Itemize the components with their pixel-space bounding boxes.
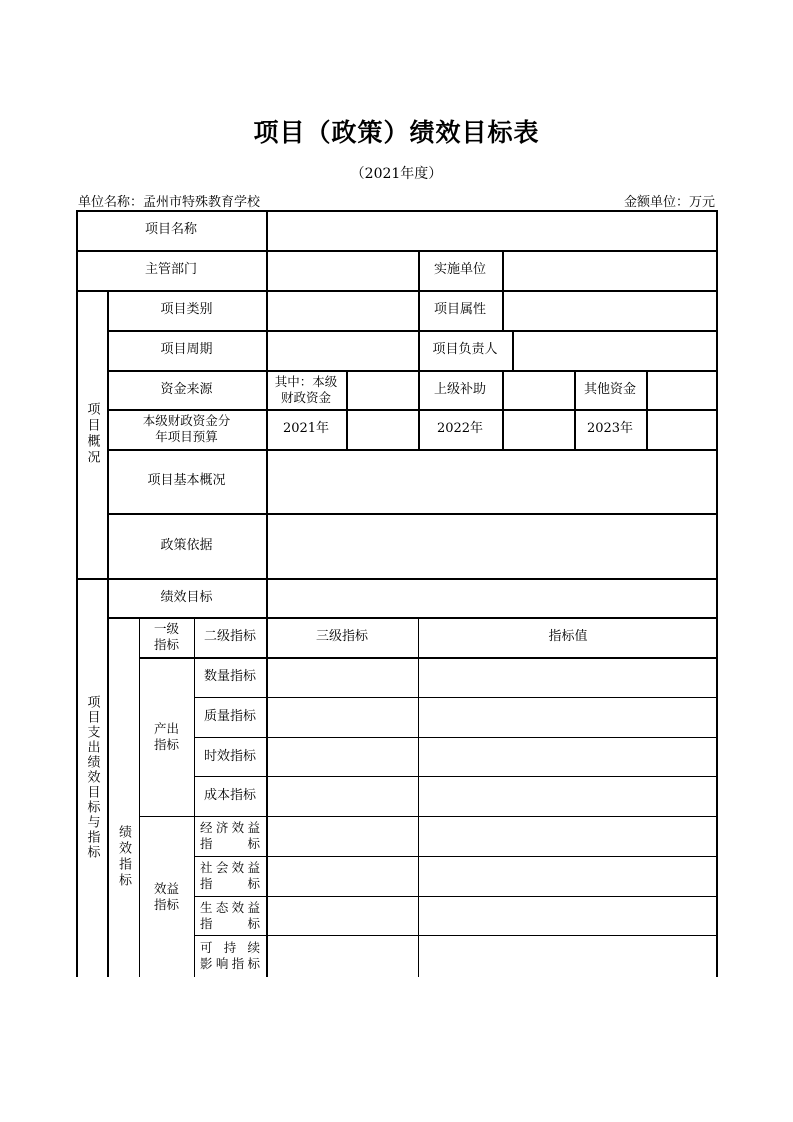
category-label: 项目类别 bbox=[160, 302, 213, 317]
perf-goal-field[interactable] bbox=[266, 578, 718, 617]
indicator-value-header: 指标值 bbox=[548, 629, 588, 644]
social-value-field[interactable] bbox=[418, 856, 718, 896]
quantity-level3-field[interactable] bbox=[266, 657, 418, 697]
social-benefit-label: 社会效益 指 标 bbox=[200, 860, 260, 891]
dept-field[interactable] bbox=[266, 250, 418, 290]
impl-unit-field[interactable] bbox=[502, 250, 718, 290]
overview-section-label: 项目概况 bbox=[84, 402, 100, 466]
timeliness-indicator-label: 时效指标 bbox=[203, 748, 256, 764]
fiscal-year: （2021年度） bbox=[350, 166, 443, 182]
quality-indicator-label: 质量指标 bbox=[203, 709, 256, 724]
econ-benefit-label: 经济效益 指 标 bbox=[200, 820, 260, 851]
cost-level3-field[interactable] bbox=[266, 776, 418, 816]
sustain-level3-field[interactable] bbox=[266, 935, 418, 977]
leader-label: 项目负责人 bbox=[432, 342, 498, 357]
year-2021-field[interactable] bbox=[346, 409, 418, 449]
quantity-value-field[interactable] bbox=[418, 657, 718, 697]
basic-overview-field[interactable] bbox=[266, 449, 718, 513]
year-2023-field[interactable] bbox=[646, 409, 718, 449]
year-2023-label: 2023年 bbox=[586, 421, 634, 436]
attribute-field[interactable] bbox=[502, 290, 718, 330]
eco-benefit-label: 生态效益 指 标 bbox=[200, 899, 260, 931]
benefit-indicator-label: 效益指标 bbox=[153, 880, 179, 912]
policy-basis-field[interactable] bbox=[266, 513, 718, 578]
perf-section-label: 项目支出绩效目标与指标 bbox=[84, 695, 100, 860]
econ-value-field[interactable] bbox=[418, 816, 718, 856]
other-fund-field[interactable] bbox=[646, 370, 718, 409]
sustain-value-field[interactable] bbox=[418, 935, 718, 977]
timeliness-value-field[interactable] bbox=[418, 737, 718, 776]
category-field[interactable] bbox=[266, 290, 418, 330]
year-2021-label: 2021年 bbox=[282, 421, 330, 436]
project-name-field[interactable] bbox=[266, 210, 718, 250]
level1-header: 一级指标 bbox=[153, 621, 179, 652]
quality-value-field[interactable] bbox=[418, 697, 718, 737]
econ-level3-field[interactable] bbox=[266, 816, 418, 856]
sustain-impact-label: 可持续 影响指标 bbox=[200, 940, 260, 971]
eco-value-field[interactable] bbox=[418, 896, 718, 935]
level3-header: 三级指标 bbox=[315, 629, 368, 644]
budget-by-year-label: 本级财政资金分年项目预算 bbox=[142, 413, 231, 444]
local-fund-field[interactable] bbox=[346, 370, 418, 409]
upper-subsidy-field[interactable] bbox=[502, 370, 574, 409]
eco-level3-field[interactable] bbox=[266, 896, 418, 935]
other-fund-label: 其他资金 bbox=[583, 381, 636, 397]
quality-level3-field[interactable] bbox=[266, 697, 418, 737]
impl-unit-label: 实施单位 bbox=[433, 262, 486, 277]
unit-name: 单位名称：孟州市特殊教育学校 bbox=[78, 195, 261, 210]
leader-field[interactable] bbox=[512, 330, 718, 370]
social-level3-field[interactable] bbox=[266, 856, 418, 896]
policy-basis-label: 政策依据 bbox=[160, 537, 213, 553]
form-title: 项目（政策）绩效目标表 bbox=[253, 118, 540, 147]
cost-indicator-label: 成本指标 bbox=[203, 788, 256, 803]
period-field[interactable] bbox=[266, 330, 418, 370]
cost-value-field[interactable] bbox=[418, 776, 718, 816]
level2-header: 二级指标 bbox=[203, 629, 256, 644]
attribute-label: 项目属性 bbox=[433, 302, 486, 317]
currency-unit: 金额单位：万元 bbox=[623, 195, 715, 210]
year-2022-field[interactable] bbox=[502, 409, 574, 449]
period-label: 项目周期 bbox=[160, 342, 213, 357]
timeliness-level3-field[interactable] bbox=[266, 737, 418, 776]
year-2022-label: 2022年 bbox=[436, 421, 484, 436]
output-indicator-label: 产出指标 bbox=[153, 720, 179, 752]
local-fund-label: 其中：本级财政资金 bbox=[274, 373, 338, 405]
upper-subsidy-label: 上级补助 bbox=[433, 381, 486, 397]
dept-label: 主管部门 bbox=[144, 262, 197, 277]
basic-overview-label: 项目基本概况 bbox=[147, 473, 226, 488]
quantity-indicator-label: 数量指标 bbox=[203, 669, 256, 684]
project-name-label: 项目名称 bbox=[144, 222, 197, 237]
perf-goal-label: 绩效目标 bbox=[160, 589, 213, 605]
perf-indicator-label: 绩效指标 bbox=[116, 825, 131, 889]
fund-source-label: 资金来源 bbox=[160, 381, 213, 397]
